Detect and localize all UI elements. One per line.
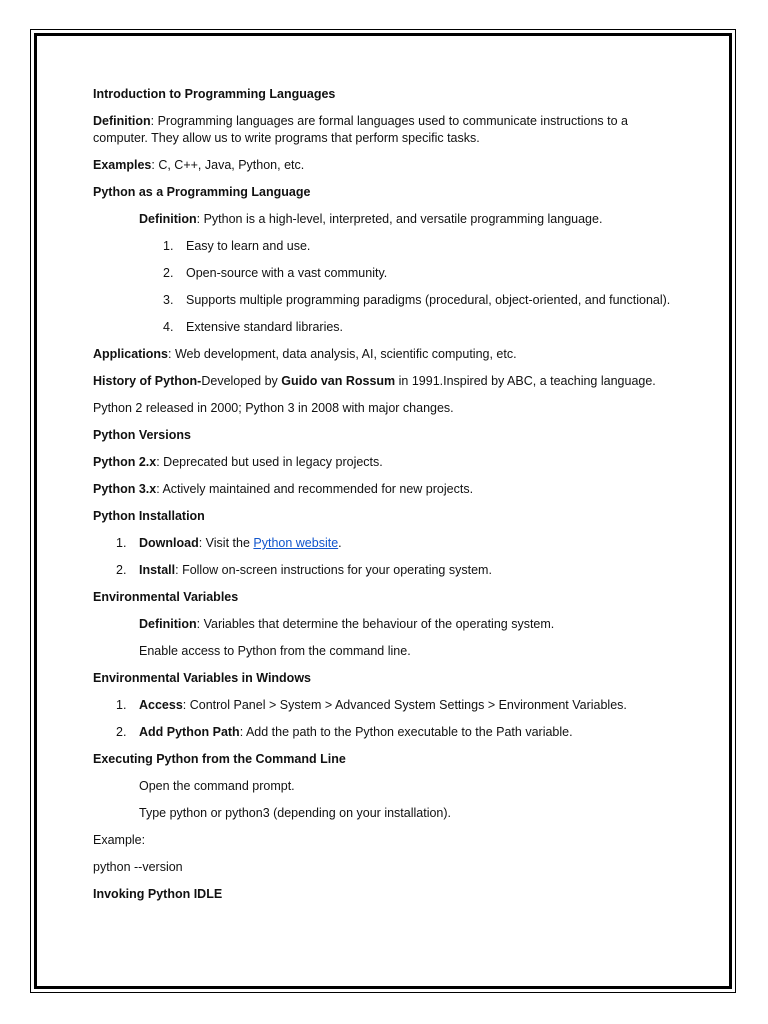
applications-paragraph: Applications: Web development, data analysis, AI, scientific computing, etc. <box>93 347 517 361</box>
python-features-list <box>93 238 673 336</box>
list-item: 1. Download: Visit the Python website. <box>116 536 342 550</box>
history-line2: Python 2 released in 2000; Python 3 in 2008 with major changes. <box>93 401 454 415</box>
definition-paragraph: Definition: Programming languages are formal languages used to communicate instructions to a computer. They allow us to write programs that perform specific tasks. <box>93 114 628 145</box>
example-label: Example: <box>93 833 146 847</box>
history-paragraph: History of Python-Developed by Guido van Rossum in 1991.Inspired by ABC, a teaching language. <box>93 374 656 388</box>
exec-heading: Executing Python from the Command Line <box>93 752 346 766</box>
exec-line2: Type python or python3 (depending on your installation). <box>139 806 452 820</box>
list-item: 2. Install: Follow on-screen instructions for your operating system. <box>116 563 492 577</box>
list-item: 3. Supports multiple programming paradigms (procedural, object-oriented, and functional). <box>163 293 671 307</box>
example-command: python --version <box>93 860 183 874</box>
env-windows-heading: Environmental Variables in Windows <box>93 671 311 685</box>
installation-heading: Python Installation <box>93 509 205 523</box>
version-2-paragraph: Python 2.x: Deprecated but used in legacy projects. <box>93 455 383 469</box>
document-page <box>93 86 673 913</box>
idle-heading: Invoking Python IDLE <box>93 887 223 901</box>
list-item: 2. Add Python Path: Add the path to the Python executable to the Path variable. <box>116 725 573 739</box>
list-item: 2. Open-source with a vast community. <box>163 266 388 280</box>
examples-paragraph: Examples: C, C++, Java, Python, etc. <box>93 158 305 172</box>
versions-heading: Python Versions <box>93 428 191 442</box>
list-item: 1. Easy to learn and use. <box>163 239 311 253</box>
env-windows-steps-list <box>93 697 673 741</box>
python-heading: Python as a Programming Language <box>93 185 311 199</box>
list-item: 4. Extensive standard libraries. <box>163 320 344 334</box>
doc-title: Introduction to Programming Languages <box>93 87 336 101</box>
env-line2: Enable access to Python from the command line. <box>139 644 411 658</box>
env-heading: Environmental Variables <box>93 590 239 604</box>
python-website-link[interactable]: Python website <box>253 536 339 550</box>
install-steps-list <box>93 535 673 579</box>
version-3-paragraph: Python 3.x: Actively maintained and recommended for new projects. <box>93 482 474 496</box>
list-item: 1. Access: Control Panel > System > Advanced System Settings > Environment Variables. <box>116 698 627 712</box>
python-definition: Definition: Python is a high-level, interpreted, and versatile programming language. <box>139 212 603 226</box>
env-definition: Definition: Variables that determine the behaviour of the operating system. <box>139 617 555 631</box>
exec-line1: Open the command prompt. <box>139 779 295 793</box>
